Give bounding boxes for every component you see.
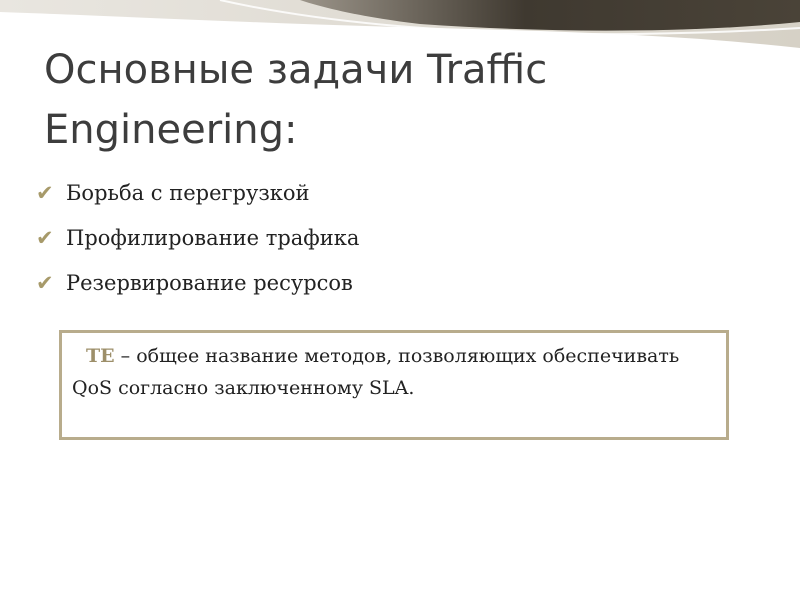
bullet-text: Борьба с перегрузкой [66,180,310,205]
bullet-text: Резервирование ресурсов [66,270,353,295]
te-definition-text: – общее название методов, позволяющих обеспечивать QoS согласно заключенному SLA. [72,345,680,399]
te-definition-box [59,330,729,440]
bullet-item [36,215,359,260]
bullet-item [36,260,359,305]
checkmark-icon: ✔ [36,225,54,250]
bullet-item [36,170,359,215]
te-abbreviation: TE [86,345,115,367]
checkmark-icon: ✔ [36,270,54,295]
slide-title: Основные задачи Traffic Engineering: [44,47,548,153]
checkmark-icon: ✔ [36,180,54,205]
task-bullet-list [36,170,359,305]
bullet-text: Профилирование трафика [66,225,360,250]
